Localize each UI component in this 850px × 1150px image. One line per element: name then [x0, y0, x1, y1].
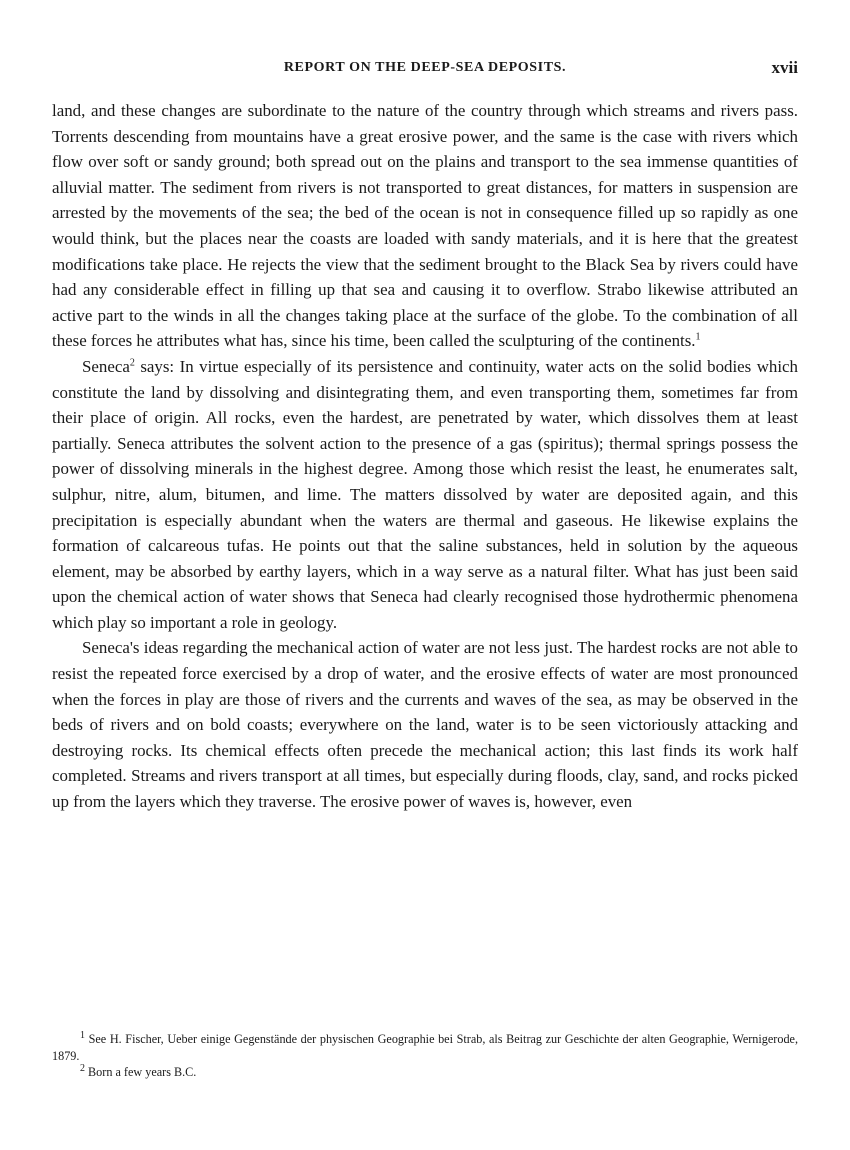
running-title: REPORT ON THE DEEP-SEA DEPOSITS.	[283, 60, 567, 75]
paragraph-2	[52, 354, 798, 636]
paragraph-1	[52, 98, 798, 354]
paragraph-1-text: land, and these changes are subordinate to the nature of the country through which streams and rivers pass. Torrents descending from mountains have a great erosive power, and the same is the case with rivers which flow over soft or sandy ground; both spread out on the plains and transport to the sea immense quantities of alluvial matter. The sediment from rivers is not transported to great distances, for matters in suspension are arrested by the movements of the sea; the bed of the ocean is not in consequence filled up so rapidly as one would think, but the places near the coasts are loaded with sandy materials, and it is here that the greatest modifications take place. He rejects the view that the sediment brought to the Black Sea by rivers could have had any considerable effect in filling up that sea and causing it to overflow. Strabo likewise attributed an active part to the winds in all the changes taking place at the surface of the globe. To the combination of all these forces he attributes what has, since his time, been called the sculpturing of the continents.	[52, 101, 798, 351]
footnotes	[52, 1031, 798, 1081]
paragraph-3-text: Seneca's ideas regarding the mechanical action of water are not less just. The hardest rocks are not able to resist the repeated force exercised by a drop of water, and the erosive effects of water are most pronounced when the forces in play are those of rivers and the currents and waves of the sea, as may be observed in the beds of rivers and on bold coasts; everywhere on the land, water is to be seen victoriously attacking and destroying rocks. Its chemical effects often precede the mechanical action; this last finds its work half completed. Streams and rivers transport at all times, but especially during floods, clay, sand, and rocks picked up from the layers which they traverse. The erosive power of waves is, however, even	[52, 638, 798, 812]
footnote-1	[52, 1031, 798, 1064]
paragraph-2-lead: Seneca	[82, 356, 130, 376]
footnote-1-text: See H. Fischer, Ueber einige Gegenstände der physischen Geographie bei Strab, als Beitrag zur Geschichte der alten Geographie, Wernigerode, 1879.	[52, 1032, 798, 1063]
footnote-ref-2: 2	[129, 357, 135, 369]
footnote-2-text: Born a few years B.C.	[85, 1065, 197, 1079]
footnote-1-marker: 1	[80, 1029, 85, 1041]
footnote-ref-1: 1	[695, 331, 701, 343]
paragraph-3	[52, 635, 798, 814]
footnote-2-marker: 2	[80, 1062, 85, 1074]
page-number: xvii	[771, 58, 798, 77]
paragraph-2-text: says: In virtue especially of its persistence and continuity, water acts on the solid bodies which constitute the land by dissolving and disintegrating them, and even transporting them, sometimes far from their place of origin. All rocks, even the hardest, are penetrated by water, which dissolves them at least partially. Seneca attributes the solvent action to the presence of a gas (spiritus); thermal springs possess the power of dissolving minerals in the highest degree. Among those which resist the least, he enumerates salt, sulphur, nitre, alum, bitumen, and lime. The matters dissolved by water are deposited again, and this precipitation is especially abundant when the waters are thermal and gaseous. He likewise explains the formation of calcareous tufas. He points out that the saline substances, held in solution by the aqueous element, may be absorbed by earthy layers, which in a way serve as a natural filter. What has just been said upon the chemical action of water shows that Seneca had clearly recognised those hydrothermic phenomena which play so important a role in geology.	[52, 356, 798, 632]
body-text	[52, 98, 798, 815]
page-header	[52, 60, 798, 82]
footnote-2	[52, 1064, 798, 1081]
